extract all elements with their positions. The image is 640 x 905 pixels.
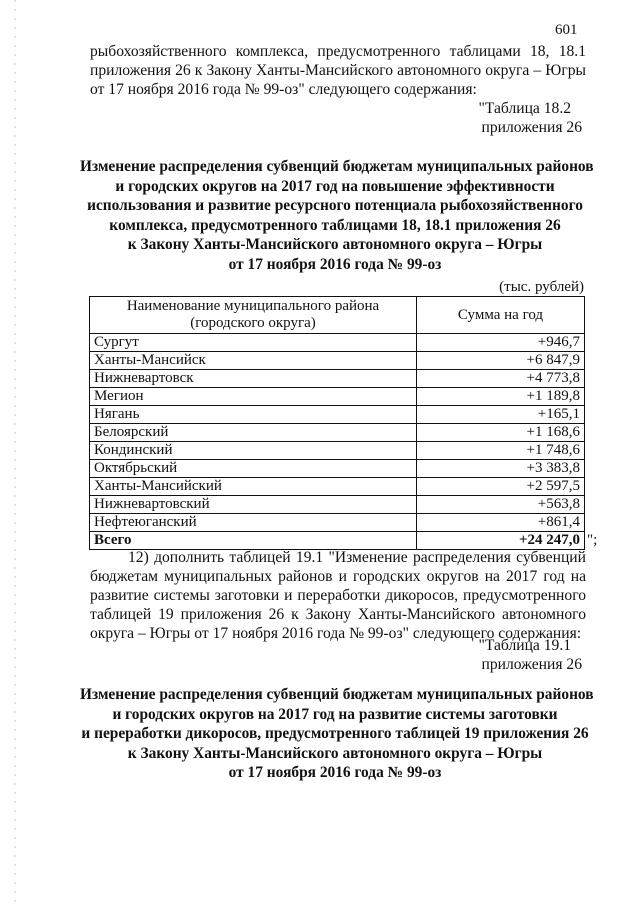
table-row bbox=[90, 370, 585, 388]
item12-line: развитие системы заготовки и переработки дикоросов, предусмотренного bbox=[90, 587, 586, 604]
intro-paragraph bbox=[90, 42, 586, 99]
item12-line: округа – Югры от 17 ноября 2016 года № 99-оз" следующего содержания: bbox=[90, 625, 582, 642]
heading-line: от 17 ноября 2016 года № 99-оз bbox=[228, 764, 442, 781]
table-row bbox=[90, 460, 585, 478]
page-number: 601 bbox=[555, 22, 578, 38]
district-sum: +2 597,5 bbox=[417, 478, 585, 496]
column-header-name: Наименование муниципального района (городского округа) bbox=[90, 297, 417, 334]
table-header-row bbox=[90, 297, 585, 334]
table-ref-line: приложения 26 bbox=[481, 119, 582, 136]
heading-line: и переработки дикоросов, предусмотренного таблицей 19 приложения 26 bbox=[81, 725, 589, 742]
heading-table-19-1 bbox=[80, 685, 594, 783]
district-sum: +4 773,8 bbox=[417, 370, 585, 388]
heading-line: от 17 ноября 2016 года № 99-оз bbox=[228, 255, 442, 273]
table-ref-line: приложения 26 bbox=[481, 656, 582, 673]
district-name: Ханты-Мансийский bbox=[90, 478, 417, 496]
heading-line: и городских округов на 2017 год на развитие системы заготовки bbox=[112, 705, 558, 723]
column-header-sum: Сумма на год bbox=[417, 297, 585, 334]
table-reference-19-1 bbox=[478, 636, 582, 674]
table-ref-line: "Таблица 19.1 bbox=[478, 637, 572, 654]
district-name: Нижневартовск bbox=[90, 370, 417, 388]
district-name: Сургут bbox=[90, 334, 417, 352]
item-12-paragraph bbox=[90, 548, 586, 643]
item12-line: 12) дополнить таблицей 19.1 "Изменение распределения субвенций bbox=[128, 549, 586, 566]
district-sum: +946,7 bbox=[417, 334, 585, 352]
district-sum: +1 168,6 bbox=[417, 424, 585, 442]
table-total-row bbox=[90, 532, 585, 550]
heading-line: использования и развитие ресурсного потенциала рыбохозяйственного bbox=[87, 197, 583, 214]
district-sum: +563,8 bbox=[417, 496, 585, 514]
district-name: Ханты-Мансийск bbox=[90, 352, 417, 370]
intro-line: рыбохозяйственного комплекса, предусмотренного таблицами 18, 18.1 bbox=[90, 43, 586, 60]
district-sum: +1 189,8 bbox=[417, 388, 585, 406]
table-row bbox=[90, 442, 585, 460]
table-row bbox=[90, 334, 585, 352]
district-sum: +165,1 bbox=[417, 406, 585, 424]
heading-table-18-2 bbox=[80, 157, 594, 274]
table-reference-18-2 bbox=[478, 99, 582, 137]
heading-line: комплекса, предусмотренного таблицами 18, 18.1 приложения 26 bbox=[109, 216, 561, 234]
table-row bbox=[90, 352, 585, 370]
scan-edge-marks bbox=[14, 0, 16, 905]
item12-line: таблицей 19 приложения 26 к Закону Ханты-Мансийского автономного bbox=[90, 606, 586, 623]
heading-line: Изменение распределения субвенций бюджетам муниципальных районов bbox=[80, 158, 594, 175]
district-sum: +3 383,8 bbox=[417, 460, 585, 478]
table-ref-line: "Таблица 18.2 bbox=[478, 100, 572, 117]
district-sum: +1 748,6 bbox=[417, 442, 585, 460]
district-name: Кондинский bbox=[90, 442, 417, 460]
total-sum: +24 247,0 bbox=[417, 532, 585, 550]
district-name: Мегион bbox=[90, 388, 417, 406]
heading-line: к Закону Ханты-Мансийского автономного округа – Югры bbox=[127, 744, 543, 762]
intro-line: от 17 ноября 2016 года № 99-оз" следующего содержания: bbox=[90, 81, 477, 98]
units-label: (тыс. рублей) bbox=[499, 279, 584, 295]
district-sum: +6 847,9 bbox=[417, 352, 585, 370]
heading-line: Изменение распределения субвенций бюджетам муниципальных районов bbox=[80, 686, 594, 703]
table-closing-quote: "; bbox=[587, 532, 598, 548]
table-row bbox=[90, 388, 585, 406]
table-row bbox=[90, 514, 585, 532]
item12-line: бюджетам муниципальных районов и городских округов на 2017 год на bbox=[90, 568, 586, 585]
table-row bbox=[90, 478, 585, 496]
table-row bbox=[90, 424, 585, 442]
district-sum: +861,4 bbox=[417, 514, 585, 532]
table-row bbox=[90, 496, 585, 514]
district-name: Нягань bbox=[90, 406, 417, 424]
table-row bbox=[90, 406, 585, 424]
intro-line: приложения 26 к Закону Ханты-Мансийского автономного округа – Югры bbox=[90, 62, 586, 79]
district-name: Белоярский bbox=[90, 424, 417, 442]
district-name: Нижневартовский bbox=[90, 496, 417, 514]
district-name: Нефтеюганский bbox=[90, 514, 417, 532]
heading-line: и городских округов на 2017 год на повышение эффективности bbox=[115, 177, 555, 195]
heading-line: к Закону Ханты-Мансийского автономного округа – Югры bbox=[127, 236, 543, 253]
total-label: Всего bbox=[90, 532, 417, 550]
district-name: Октябрьский bbox=[90, 460, 417, 478]
subventions-table bbox=[89, 296, 585, 550]
